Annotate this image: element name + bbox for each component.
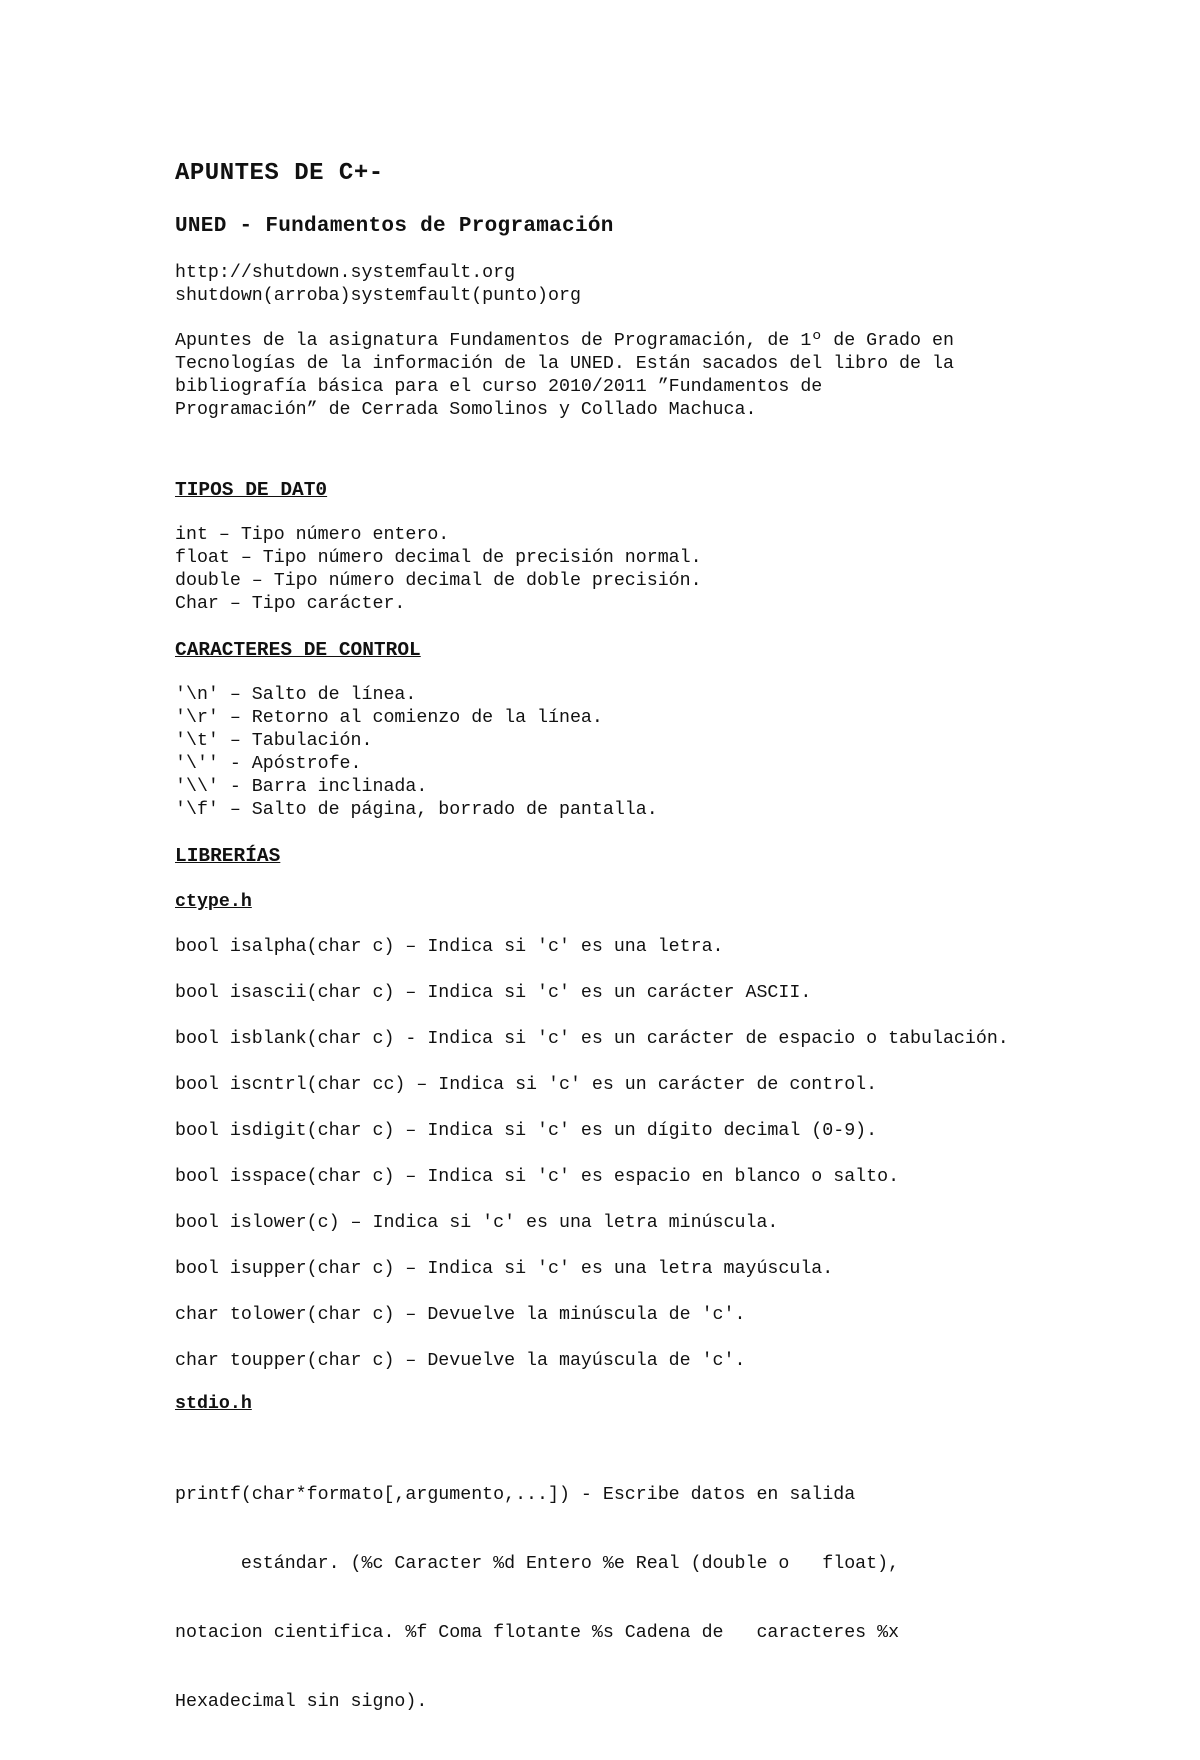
function-entry: char toupper(char c) – Devuelve la mayúscula de 'c'. <box>175 1351 746 1371</box>
intro-line: Tecnologías de la información de la UNED. Están sacados del libro de la <box>175 354 954 374</box>
list-item: '\f' – Salto de página, borrado de pantalla. <box>175 800 658 820</box>
control-list <box>175 684 1075 822</box>
printf-line: Hexadecimal sin signo). <box>175 1692 428 1712</box>
intro-paragraph <box>175 330 1075 422</box>
function-entry: bool isalpha(char c) – Indica si 'c' es una letra. <box>175 937 724 957</box>
function-entry: bool islower(c) – Indica si 'c' es una letra minúscula. <box>175 1213 779 1233</box>
document-subtitle: UNED - Fundamentos de Programación <box>175 215 614 238</box>
function-entry: bool iscntrl(char cc) – Indica si 'c' es un carácter de control. <box>175 1075 878 1095</box>
list-item: '\r' – Retorno al comienzo de la línea. <box>175 708 603 728</box>
list-item: int – Tipo número entero. <box>175 525 450 545</box>
printf-line: estándar. (%c Caracter %d Entero %e Real (double o float), <box>175 1554 900 1574</box>
function-entry: bool isascii(char c) – Indica si 'c' es un carácter ASCII. <box>175 983 812 1003</box>
contact-email: shutdown(arroba)systemfault(punto)org <box>175 286 581 306</box>
ctype-function-list <box>175 936 1075 1373</box>
section-heading-librerias: LIBRERÍAS <box>175 845 281 867</box>
function-entry: bool isdigit(char c) – Indica si 'c' es un dígito decimal (0-9). <box>175 1121 878 1141</box>
list-item: float – Tipo número decimal de precisión normal. <box>175 548 702 568</box>
section-heading-control: CARACTERES DE CONTROL <box>175 639 421 661</box>
list-item: '\\' - Barra inclinada. <box>175 777 428 797</box>
list-item: Char – Tipo carácter. <box>175 594 406 614</box>
intro-line: Programación” de Cerrada Somolinos y Collado Machuca. <box>175 400 757 420</box>
section-heading-tipos: TIPOS DE DAT0 <box>175 479 328 501</box>
contact-block <box>175 262 1075 308</box>
intro-line: Apuntes de la asignatura Fundamentos de Programación, de 1º de Grado en <box>175 331 954 351</box>
list-item: '\t' – Tabulación. <box>175 731 373 751</box>
function-entry: char tolower(char c) – Devuelve la minúscula de 'c'. <box>175 1305 746 1325</box>
library-heading-ctype: ctype.h <box>175 892 252 912</box>
list-item: double – Tipo número decimal de doble precisión. <box>175 571 702 591</box>
printf-line: printf(char*formato[,argumento,...]) - Escribe datos en salida <box>175 1485 856 1505</box>
printf-description <box>175 1438 1075 1760</box>
tipos-list <box>175 524 1075 616</box>
document-title: APUNTES DE C+- <box>175 160 384 187</box>
intro-line: bibliografía básica para el curso 2010/2011 ”Fundamentos de <box>175 377 823 397</box>
function-entry: bool isblank(char c) - Indica si 'c' es un carácter de espacio o tabulación. <box>175 1029 1009 1049</box>
website-link[interactable]: http://shutdown.systemfault.org <box>175 263 516 283</box>
list-item: '\n' – Salto de línea. <box>175 685 417 705</box>
document-page <box>175 160 1075 1760</box>
printf-line: notacion cientifica. %f Coma flotante %s Cadena de caracteres %x <box>175 1623 900 1643</box>
function-entry: bool isspace(char c) – Indica si 'c' es espacio en blanco o salto. <box>175 1167 900 1187</box>
list-item: '\'' - Apóstrofe. <box>175 754 362 774</box>
library-heading-stdio: stdio.h <box>175 1394 252 1414</box>
function-entry: bool isupper(char c) – Indica si 'c' es una letra mayúscula. <box>175 1259 834 1279</box>
